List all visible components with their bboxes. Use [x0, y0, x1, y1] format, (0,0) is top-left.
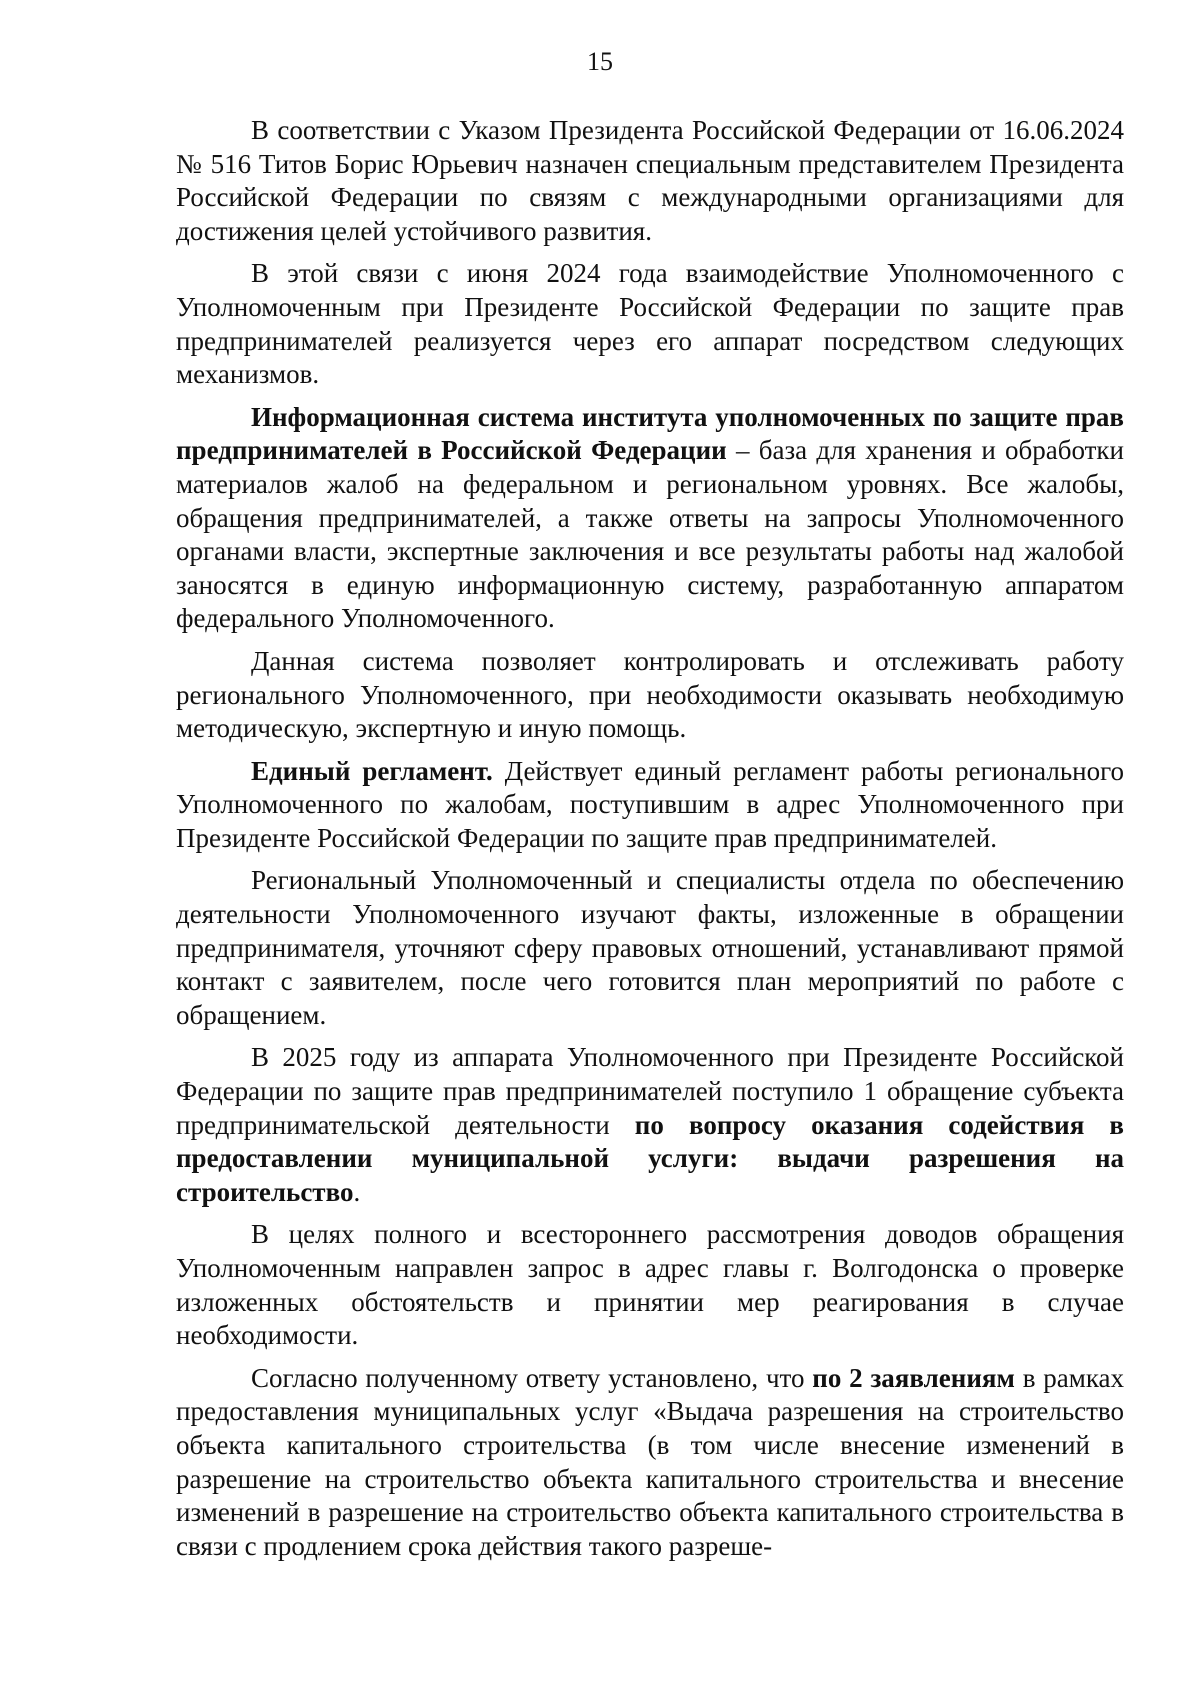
bold-text-run: по вопросу оказания содействия в предоставлении муниципальной услуги: выдачи разрешения на строительство — [176, 1109, 1124, 1207]
bold-text-run: Информационная система института уполномоченных по защите прав предпринимателей в Российской Федерации — [176, 401, 1124, 466]
paragraph — [176, 114, 1124, 248]
text-run: В 2025 году из аппарата Уполномоченного при Президенте Российской Федерации по защите прав предпринимателей поступило 1 обращение субъекта предпринимательской деятельности — [176, 1042, 1124, 1140]
text-run: В целях полного и всестороннего рассмотрения доводов обращения Уполномоченным направлен запрос в адрес главы г. Волгодонска о проверке изложенных обстоятельств и принятии мер реагирования в случае необходимости. — [176, 1219, 1124, 1351]
paragraph — [176, 1218, 1124, 1352]
text-run: В этой связи с июня 2024 года взаимодействие Уполномоченного с Уполномоченным при Президенте Российской Федерации по защите прав предпринимателей реализуется через его аппарат посредством следующих механизмов. — [176, 258, 1124, 390]
text-run: Действует единый регламент работы регионального Уполномоченного по жалобам, поступившим в адрес Уполномоченного при Президенте Российской Федерации по защите прав предпринимателей. — [176, 755, 1124, 853]
text-run: . — [353, 1176, 361, 1207]
bold-text-run: Единый регламент. — [251, 755, 493, 786]
paragraph — [176, 755, 1124, 856]
paragraph — [176, 401, 1124, 636]
bold-text-run: по 2 заявлениям — [812, 1362, 1015, 1393]
paragraph — [176, 1362, 1124, 1564]
text-run: – база для хранения и обработки материалов жалоб на федеральном и региональном уровнях. Все жалобы, обращения предпринимателей, а также ответы на запросы Уполномоченного органами власти, экспертные заключения и все результаты работы над жалобой заносятся в единую информационную систему, разработанную аппаратом федерального Уполномоченного. — [176, 435, 1125, 634]
document-body — [176, 114, 1124, 1572]
text-run: Согласно полученному ответу установлено, что — [251, 1362, 813, 1393]
page-number: 15 — [587, 47, 613, 76]
paragraph — [176, 864, 1124, 1032]
text-run: Региональный Уполномоченный и специалисты отдела по обеспечению деятельности Уполномоченного изучают факты, изложенные в обращении предпринимателя, уточняют сферу правовых отношений, устанавливают прямой контакт с заявителем, после чего готовится план мероприятий по работе с обращением. — [176, 865, 1124, 1030]
text-run: Данная система позволяет контролировать и отслеживать работу регионального Уполномоченного, при необходимости оказывать необходимую методическую, экспертную и иную помощь. — [176, 645, 1124, 744]
text-run: В соответствии с Указом Президента Российской Федерации от 16.06.2024 № 516 Титов Борис Юрьевич назначен специальным представителем Президента Российской Федерации по связям с международными организациями для достижения целей устойчивого развития. — [176, 115, 1124, 246]
paragraph — [176, 1041, 1124, 1209]
paragraph — [176, 645, 1124, 746]
paragraph — [176, 257, 1124, 391]
text-run: в рамках предоставления муниципальных услуг «Выдача разрешения на строительство объекта капитального строительства (в том числе внесение изменений в разрешение на строительство объекта капитального строительства и внесение изменений в разрешение на строительство объекта капитального строительства в связи с продлением срока действия такого разреше- — [176, 1362, 1125, 1561]
